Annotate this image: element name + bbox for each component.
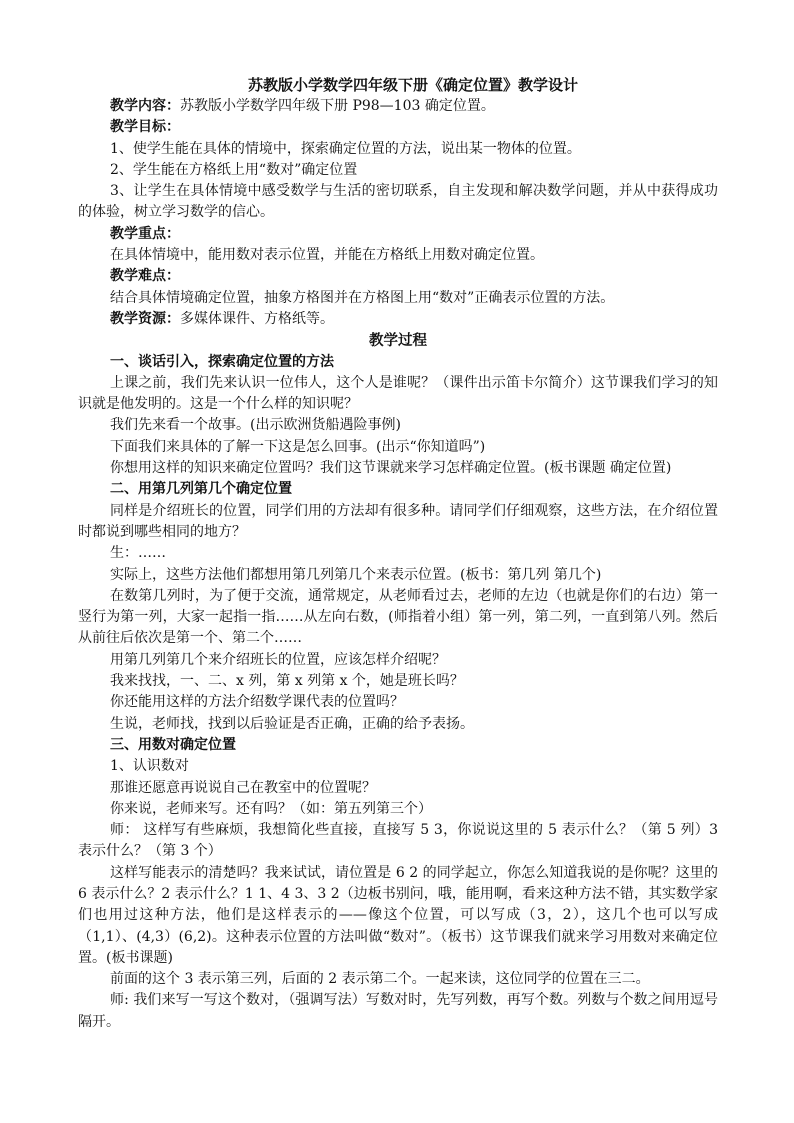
- section-3-paragraph: 这样写能表示的清楚吗？我来试试，请位置是 6 2 的同学起立，你怎么知道我说的是你呢？这里的 6 表示什么？2 表示什么？1 1、4 3、3 2（边板书别问，哦，能用啊，看来这种方法不错，其实数学家们也用过这种方法，他们是这样表示的——像这个位置，可以写成（3，2），这几个也可以写成（1,1）、(4,3）(6,2)。这种表示位置的方法叫做“数对”。（板书）这节课我们就来学习用数对来确定位置。(板书课题): [78, 864, 718, 966]
- section-2-title: 二、用第几列第几个确定位置: [110, 481, 292, 498]
- document-page: [78, 74, 718, 1033]
- difficulty-text: 结合具体情境确定位置，抽象方格图并在方格图上用“数对”正确表示位置的方法。: [110, 289, 615, 306]
- section-2-paragraph: 同样是介绍班长的位置，同学们用的方法却有很多种。请同学们仔细观察，这些方法，在介绍位置时都说到哪些相同的地方？: [78, 502, 718, 540]
- section-2-paragraph: 你还能用这样的方法介绍数学课代表的位置吗？: [110, 694, 404, 711]
- goal-2: 2、学生能在方格纸上用“数对”确定位置: [110, 161, 358, 178]
- goal-1: 1、使学生能在具体的情境中，探索确定位置的方法，说出某一物体的位置。: [110, 140, 581, 157]
- difficulty-label: 教学难点：: [110, 268, 180, 285]
- content-text: 苏教版小学数学四年级下册 P98—103 确定位置。: [180, 98, 495, 114]
- section-3-paragraph: 师： 这样写有些麻烦，我想简化些直接，直接写 5 3，你说说这里的 5 表示什么？（第 5 列）3 表示什么？（第 3 个）: [78, 822, 718, 860]
- section-3-paragraph: 那谁还愿意再说说自己在教室中的位置呢？: [110, 779, 376, 796]
- teaching-resources: [78, 309, 718, 330]
- content-label: 教学内容：: [110, 98, 180, 114]
- section-1-title: 一、谈话引入，探索确定位置的方法: [110, 353, 334, 370]
- key-label: 教学重点：: [110, 225, 180, 242]
- goal-3: 3、让学生在具体情境中感受数学与生活的密切联系，自主发现和解决数学问题，并从中获得成功的体验，树立学习数学的信心。: [78, 183, 718, 221]
- section-2-paragraph: 实际上，这些方法他们都想用第几列第几个来表示位置。(板书：第几列 第几个): [110, 566, 602, 583]
- section-2-paragraph: 生：……: [110, 545, 166, 562]
- process-title: 教学过程: [369, 332, 427, 350]
- resources-label: 教学资源：: [110, 310, 180, 327]
- document-title: 苏教版小学数学四年级下册《确定位置》教学设计: [247, 76, 578, 94]
- section-2-paragraph: 在数第几列时，为了便于交流，通常规定，从老师看过去，老师的左边（也就是你们的右边）第一竖行为第一列，大家一起指一指……从左向右数，(师指着小组）第一列，第二列，一直到第八列。然后从前往后依次是第一个、第二个……: [78, 587, 718, 647]
- section-3-paragraph: 前面的这个 3 表示第三列，后面的 2 表示第二个。一起来读，这位同学的位置在三二。: [110, 971, 650, 988]
- resources-text: 多媒体课件、方格纸等。: [180, 310, 334, 327]
- section-1-paragraph: 下面我们来具体的了解一下这是怎么回事。(出示“你知道吗”): [110, 438, 486, 455]
- key-text: 在具体情境中，能用数对表示位置，并能在方格纸上用数对确定位置。: [110, 247, 544, 264]
- section-1-paragraph: 你想用这样的知识来确定位置吗？我们这节课就来学习怎样确定位置。(板书课题 确定位置): [110, 460, 672, 477]
- section-1-paragraph: 上课之前，我们先来认识一位伟人，这个人是谁呢？（课件出示笛卡尔简介）这节课我们学习的知识就是他发明的。这是一个什么样的知识呢？: [78, 374, 718, 413]
- section-3-paragraph: 你来说，老师来写。还有吗？（如：第五列第三个）: [110, 800, 432, 817]
- section-3-paragraph: 师: 我们来写一写这个数对，（强调写法）写数对时，先写列数，再写个数。列数与个数之间用逗号隔开。: [78, 992, 718, 1030]
- section-1-paragraph: 我们先来看一个故事。(出示欧洲货船遇险事例): [110, 417, 401, 434]
- teaching-content: [78, 96, 718, 117]
- section-2-paragraph: 生说，老师找，找到以后验证是否正确，正确的给予表扬。: [110, 715, 474, 732]
- section-3-title: 三、用数对确定位置: [110, 736, 236, 753]
- section-2-paragraph: 我来找找，一、二、x 列，第 x 列第 x 个，她是班长吗？: [110, 673, 464, 690]
- section-3-subtitle: 1、认识数对: [110, 758, 189, 775]
- section-2-paragraph: 用第几列第几个来介绍班长的位置，应该怎样介绍呢？: [110, 651, 446, 668]
- goals-label: 教学目标：: [110, 119, 180, 136]
